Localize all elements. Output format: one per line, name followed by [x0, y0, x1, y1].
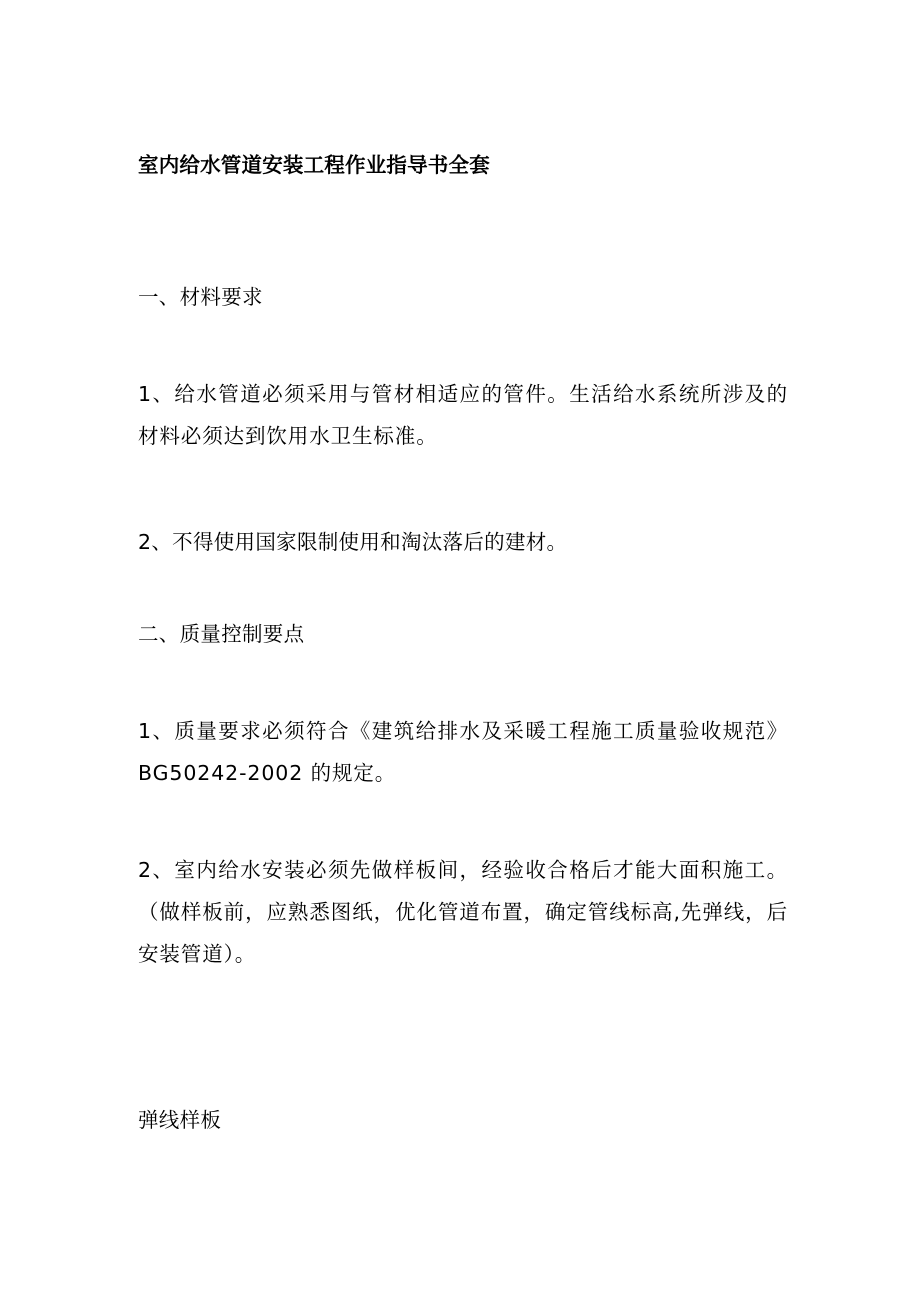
document-title: 室内给水管道安装工程作业指导书全套	[138, 153, 490, 177]
section-heading-quality: 二、质量控制要点	[138, 622, 305, 646]
materials-item-1: 1、给水管道必须采用与管材相适应的管件。生活给水系统所涉及的材料必须达到饮用水卫生标准。	[138, 382, 788, 448]
subheading-line-template: 弹线样板	[138, 1108, 222, 1132]
quality-item-1: 1、质量要求必须符合《建筑给排水及采暖工程施工质量验收规范》BG50242-2002 的规定。	[138, 719, 788, 785]
section-heading-materials: 一、材料要求	[138, 285, 263, 309]
materials-item-2: 2、不得使用国家限制使用和淘汰落后的建材。	[138, 530, 568, 554]
quality-item-2: 2、室内给水安装必须先做样板间，经验收合格后才能大面积施工。（做样板前，应熟悉图纸，优化管道布置，确定管线标高,先弹线，后安装管道）。	[138, 858, 788, 966]
